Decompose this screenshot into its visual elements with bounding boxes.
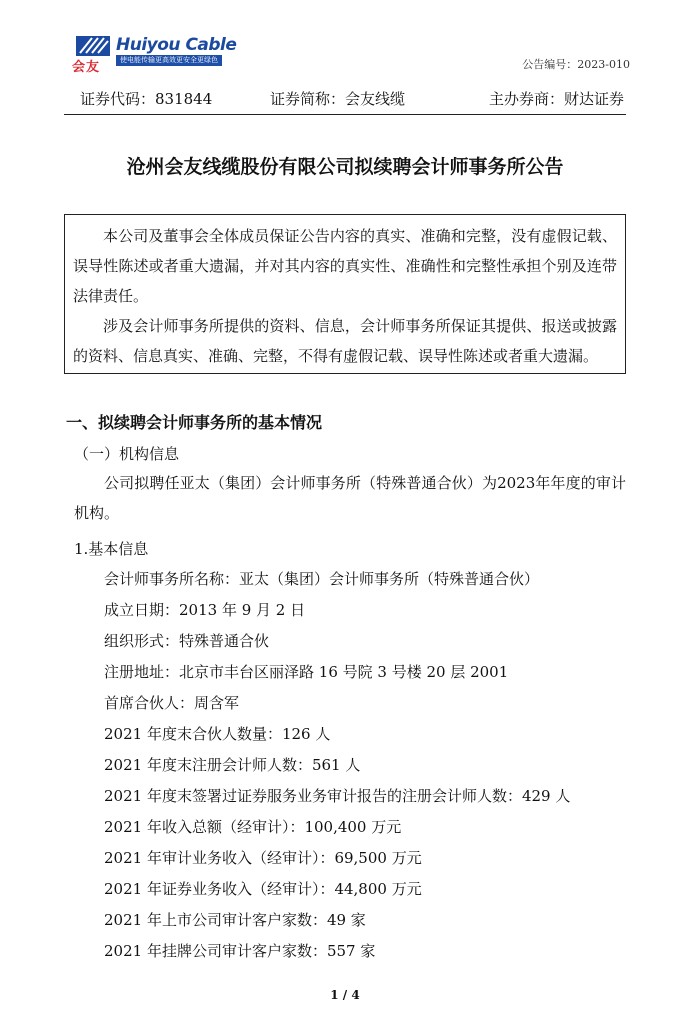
info-item: 2021 年度末注册会计师人数：561 人 xyxy=(104,756,361,774)
stock-code: 证券代码：831844 xyxy=(80,90,213,108)
info-item: 2021 年证券业务收入（经审计）：44,800 万元 xyxy=(104,880,422,898)
company-logo xyxy=(72,34,237,75)
logo-english-text: Huiyou Cable xyxy=(116,35,237,55)
stock-name: 证券简称：会友线缆 xyxy=(270,90,406,108)
subsection-heading: （一）机构信息 xyxy=(74,445,180,463)
info-item: 首席合伙人：周含军 xyxy=(104,694,240,712)
page-number: 1 / 4 xyxy=(330,988,360,1002)
disclaimer-paragraph-2: 涉及会计师事务所提供的资料、信息，会计师事务所保证其提供、报送或披露的资料、信息真实、准确、完整，不得有虚假记载、误导性陈述或者重大遗漏。 xyxy=(73,317,617,365)
announcement-number: 公告编号：2023-010 xyxy=(522,58,630,71)
disclaimer-box xyxy=(64,214,626,374)
info-item: 组织形式：特殊普通合伙 xyxy=(104,632,270,650)
disclaimer-paragraph-1: 本公司及董事会全体成员保证公告内容的真实、准确和完整，没有虚假记载、误导性陈述或者重大遗漏，并对其内容的真实性、准确性和完整性承担个别及连带法律责任。 xyxy=(73,227,617,305)
info-item: 2021 年审计业务收入（经审计）：69,500 万元 xyxy=(104,849,422,867)
security-info-bar xyxy=(80,88,624,110)
sponsor-broker: 主办券商：财达证券 xyxy=(488,90,624,108)
info-item: 注册地址：北京市丰台区丽泽路 16 号院 3 号楼 20 层 2001 xyxy=(104,663,509,681)
document-title: 沧州会友线缆股份有限公司拟续聘会计师事务所公告 xyxy=(126,156,564,178)
basic-info-heading: 1.基本信息 xyxy=(74,540,149,558)
info-item: 2021 年度末合伙人数量：126 人 xyxy=(104,725,331,743)
info-item: 会计师事务所名称：亚太（集团）会计师事务所（特殊普通合伙） xyxy=(104,570,540,588)
section-heading: 一、拟续聘会计师事务所的基本情况 xyxy=(66,413,323,432)
info-item: 2021 年收入总额（经审计）：100,400 万元 xyxy=(104,818,402,836)
logo-chinese-text: 会友 xyxy=(72,60,101,75)
logo-tagline: 使电能传输更高效更安全更绿色 xyxy=(116,55,222,66)
info-item: 成立日期：2013 年 9 月 2 日 xyxy=(104,601,306,619)
header-divider xyxy=(64,114,626,115)
info-item: 2021 年度末签署过证券服务业务审计报告的注册会计师人数：429 人 xyxy=(104,787,571,805)
intro-paragraph: 公司拟聘任亚太（集团）会计师事务所（特殊普通合伙）为2023年年度的审计机构。 xyxy=(74,474,626,522)
info-item: 2021 年挂牌公司审计客户家数：557 家 xyxy=(104,942,376,960)
info-item: 2021 年上市公司审计客户家数：49 家 xyxy=(104,911,366,929)
